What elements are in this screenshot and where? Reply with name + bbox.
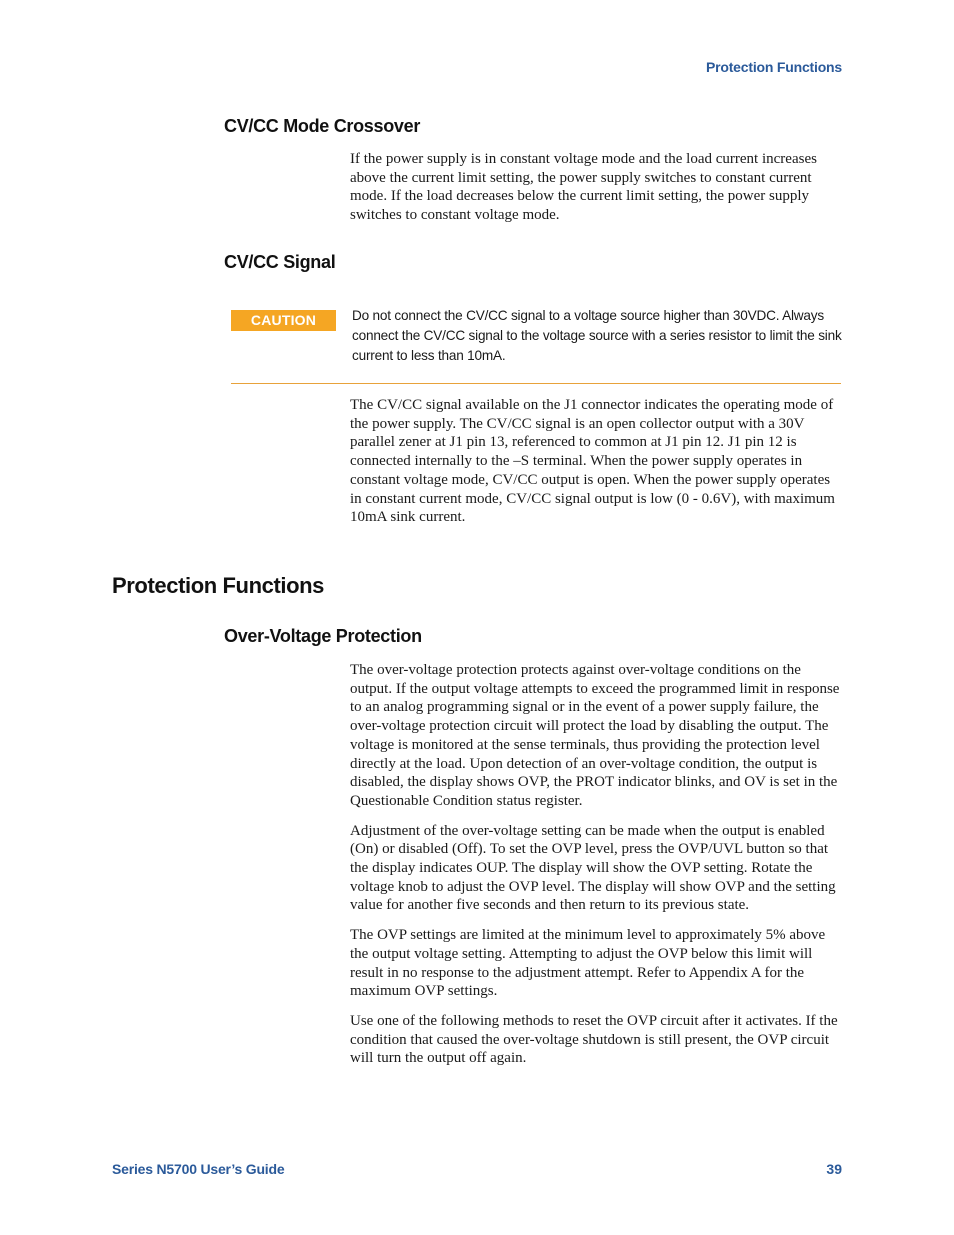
heading-protection-functions: Protection Functions <box>112 573 325 598</box>
caution-badge: CAUTION <box>231 310 336 331</box>
cvcc-crossover-body <box>350 150 842 236</box>
caution-text: Do not connect the CV/CC signal to a voltage source higher than 30VDC. Always connect the CV/CC signal to the voltage source with a series resistor to limit the sink current to less than 10mA. <box>352 308 842 363</box>
paragraph: Use one of the following methods to reset the OVP circuit after it activates. If the condition that caused the over-voltage shutdown is still present, the OVP circuit will turn the output off again. <box>350 1012 838 1067</box>
cvcc-signal-body <box>350 396 842 538</box>
paragraph: If the power supply is in constant voltage mode and the load current increases above the current limit setting, the power supply switches to constant current mode. If the load decreases below the current limit setting, the power supply switches to constant voltage mode. <box>350 151 817 224</box>
running-header: Protection Functions <box>705 59 842 75</box>
heading-over-voltage-protection: Over-Voltage Protection <box>224 626 422 646</box>
over-voltage-body <box>350 661 842 1079</box>
paragraph: The over-voltage protection protects against over-voltage conditions on the output. If the output voltage attempts to exceed the programmed limit in response to an analog programming signal or in the event of a power supply failure, the over-voltage protection circuit will protect the load by disabling the output. The voltage is monitored at the sense terminals, thus providing the protection level directly at the load. Upon detection of an over-voltage condition, the output is disabled, the display shows OVP, the PROT indicator blinks, and OV is set in the Questionable Condition status register. <box>350 662 840 809</box>
caution-divider <box>231 383 841 384</box>
footer-page-number: 39 <box>826 1161 842 1177</box>
paragraph: Adjustment of the over-voltage setting can be made when the output is enabled (On) or disabled (Off). To set the OVP level, press the OVP/UVL button so that the display indicates OUP. The display will show the OVP setting. Rotate the voltage knob to adjust the OVP level. The display will show OVP and the setting value for another five seconds and then return to its previous state. <box>350 822 836 914</box>
paragraph: The CV/CC signal available on the J1 connector indicates the operating mode of the power supply. The CV/CC signal is an open collector output with a 30V parallel zener at J1 pin 13, referenced to common at J1 pin 12. J1 pin 12 is connected internally to the –S terminal. When the power supply operates in constant voltage mode, CV/CC output is open. When the power supply operates in constant current mode, CV/CC signal output is low (0 - 0.6V), with maximum 10mA sink current. <box>350 397 835 526</box>
paragraph: The OVP settings are limited at the minimum level to approximately 5% above the output voltage setting. Attempting to adjust the OVP below this limit will result in no response to the adjustment attempt. Refer to Appendix A for the maximum OVP settings. <box>350 927 826 1000</box>
heading-cvcc-signal: CV/CC Signal <box>224 252 336 272</box>
heading-cvcc-mode-crossover: CV/CC Mode Crossover <box>224 116 421 136</box>
footer-guide-title: Series N5700 User’s Guide <box>112 1161 285 1177</box>
